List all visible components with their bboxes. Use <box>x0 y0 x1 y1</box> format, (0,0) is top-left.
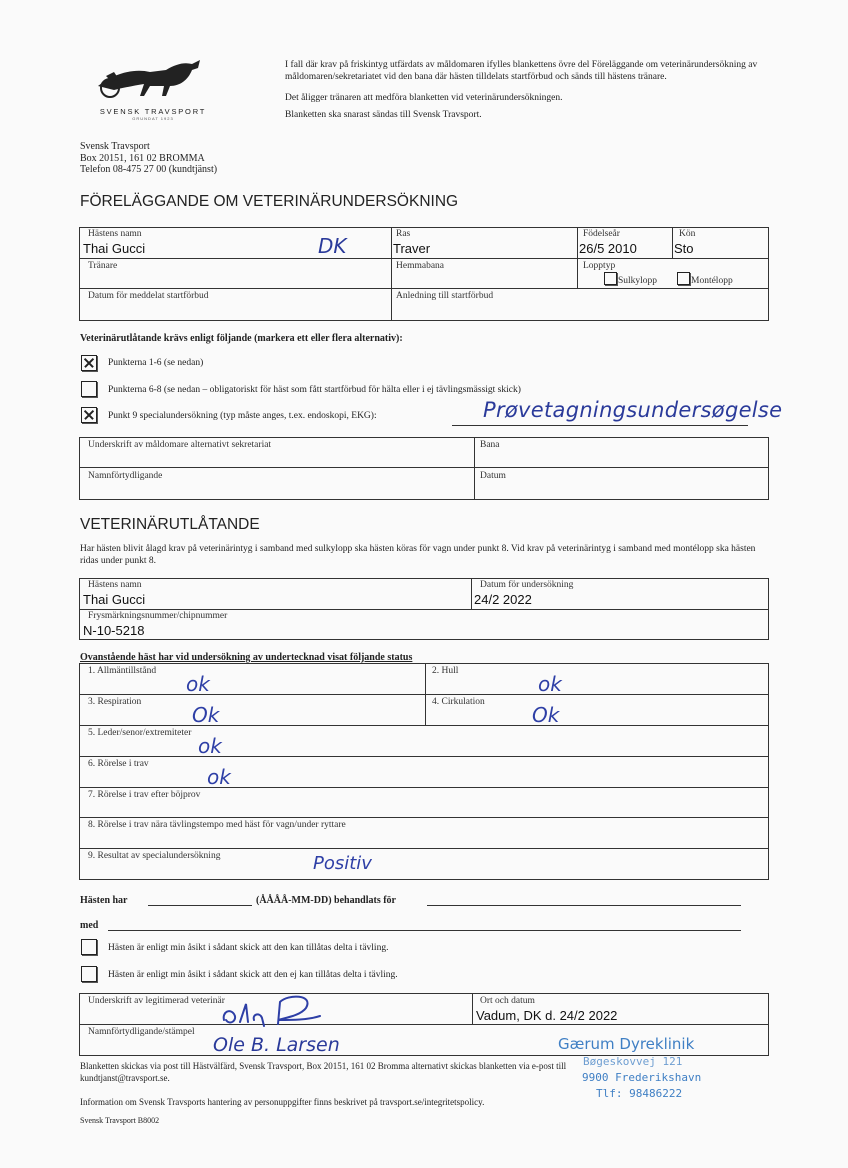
horse-had-label: Hästen har <box>80 895 128 906</box>
place-date-label: Ort och datum <box>480 996 535 1006</box>
address-line: Box 20151, 161 02 BROMMA <box>80 152 205 164</box>
address-line: Telefon 08-475 27 00 (kundtjänst) <box>80 164 218 175</box>
status-5-label: 5. Leder/senor/extremiteter <box>88 728 192 738</box>
home-track-label: Hemmabana <box>396 261 445 271</box>
form-id: Svensk Travsport B8002 <box>80 1116 160 1125</box>
status-7-label: 7. Rörelse i trav efter böjprov <box>88 790 201 800</box>
intro-text-3: Blanketten ska snarast sändas till Svensk Travsport. <box>285 110 482 120</box>
divider <box>79 787 769 788</box>
breed-value: Traver <box>393 241 431 256</box>
divider <box>672 227 673 258</box>
date-startban-label: Datum för meddelat startförbud <box>88 291 209 301</box>
unfit-checkbox[interactable] <box>81 966 97 982</box>
divider <box>577 227 578 288</box>
divider <box>79 756 769 757</box>
section2-intro: Har hästen blivit ålagd krav på veterinärintyg i samband med sulkylopp ska hästen köras för vagn under punkt 8. Vid krav på veterinärintyg i samband med montélopp ska hästen ridas under punkt 8. <box>80 544 756 566</box>
option1-checkbox[interactable] <box>81 355 97 371</box>
trainer-label: Tränare <box>88 261 118 271</box>
divider <box>79 817 769 818</box>
divider <box>79 609 769 610</box>
trotting-horse-icon <box>88 56 218 100</box>
divider <box>79 467 769 468</box>
vet-name-label: Namnförtydligande/stämpel <box>88 1027 195 1037</box>
breed-label: Ras <box>396 229 411 239</box>
judge-signature-label: Underskrift av måldomare alternativt sekretariat <box>88 440 272 450</box>
section2-title: VETERINÄRUTLÅTANDE <box>80 516 260 533</box>
footer-line2: Information om Svensk Travsports hantering av personuppgifter finns beskrivet på travsport.se/integritetspolicy. <box>80 1097 485 1107</box>
logo-subtext: GRUNDAT 1923 <box>132 116 174 121</box>
exam-date-value: 24/2 2022 <box>474 592 532 607</box>
reason-label: Anledning till startförbud <box>396 291 494 301</box>
logo <box>88 56 218 121</box>
fit-label: Hästen är enligt min åsikt i sådant skick att den kan tillåtas delta i tävling. <box>108 943 389 953</box>
option3-line <box>452 425 748 426</box>
place-date-value: Vadum, DK d. 24/2 2022 <box>476 1008 618 1023</box>
divider <box>472 993 473 1024</box>
status-1-value: ok <box>186 672 210 696</box>
judge-date-label: Datum <box>480 471 506 481</box>
vet-name-handwritten: Ole B. Larsen <box>213 1034 340 1056</box>
divider <box>79 694 769 695</box>
status-heading: Ovanstående häst har vid undersökning av undertecknad visat följande status <box>80 652 413 663</box>
status-2-label: 2. Hull <box>432 666 459 676</box>
option2-checkbox[interactable] <box>81 381 97 397</box>
status-8-label: 8. Rörelse i trav nära tävlingstempo med häst för vagn/under ryttare <box>88 820 346 830</box>
option2-label: Punkterna 6-8 (se nedan – obligatoriskt för häst som fått startförbud för hälta eller i ej tävlingsmässigt skick) <box>108 385 521 395</box>
status-6-value: ok <box>207 765 231 789</box>
with-label: med <box>80 920 99 931</box>
handwritten-dk: DK <box>318 234 347 258</box>
divider <box>474 437 475 500</box>
status-3-label: 3. Respiration <box>88 697 142 707</box>
monte-label: Montélopp <box>691 276 733 286</box>
status-3-value: Ok <box>192 703 220 727</box>
birth-label: Födelseår <box>583 229 620 239</box>
divider <box>79 288 769 289</box>
divider <box>79 1024 769 1025</box>
exam-horse-name-label: Hästens namn <box>88 580 142 590</box>
requirements-heading: Veterinärutlåtande krävs enligt följande (markera ett eller flera alternativ): <box>80 333 403 344</box>
exam-horse-name-value: Thai Gucci <box>83 592 146 607</box>
exam-date-label: Datum för undersökning <box>480 580 574 590</box>
chip-value: N-10-5218 <box>83 623 145 638</box>
divider <box>425 663 426 725</box>
status-6-label: 6. Rörelse i trav <box>88 759 149 769</box>
horse-name-value: Thai Gucci <box>83 241 146 256</box>
clinic-stamp-phone: Tlf: 98486222 <box>596 1087 683 1100</box>
status-9-label: 9. Resultat av specialundersökning <box>88 851 221 861</box>
option3-checkbox[interactable] <box>81 407 97 423</box>
treatment-for-line <box>427 905 741 906</box>
status-4-value: Ok <box>532 703 560 727</box>
vet-signature <box>218 990 328 1032</box>
sex-value: Sto <box>674 241 694 256</box>
intro-text-1: I fall där krav på friskintyg utfärdats av måldomaren ifylles blankettens övre del Föreläggande om veterinärundersökning av måldomaren/sekretariatet vid den bana där hästen tilldelats startförbud och sänds till hästens tränare. <box>285 60 758 82</box>
date-format-label: (ÅÅÅÅ-MM-DD) behandlats för <box>256 895 396 906</box>
intro-text-2: Det åligger tränaren att medföra blanketten vid veterinärundersökningen. <box>285 93 563 103</box>
track-label: Bana <box>480 440 500 450</box>
option3-label: Punkt 9 specialundersökning (typ måste anges, t.ex. endoskopi, EKG): <box>108 411 377 421</box>
treatment-date-line <box>148 905 252 906</box>
address-line: Svensk Travsport <box>80 141 150 152</box>
race-type-label: Lopptyp <box>583 261 616 271</box>
vet-signature-label: Underskrift av legitimerad veterinär <box>88 996 225 1006</box>
horse-name-label: Hästens namn <box>88 229 142 239</box>
judge-name-label: Namnförtydligande <box>88 471 163 481</box>
clinic-stamp-city: 9900 Frederikshavn <box>582 1071 702 1084</box>
divider <box>79 725 769 726</box>
sex-label: Kön <box>679 229 696 239</box>
clinic-stamp-street: Bøgeskovvej 121 <box>583 1055 683 1068</box>
treatment-with-line <box>108 930 741 931</box>
status-2-value: ok <box>538 672 562 696</box>
option3-handwritten: Prøvetagningsundersøgelse <box>483 398 783 422</box>
logo-text: SVENSK TRAVSPORT <box>99 107 207 116</box>
monte-checkbox[interactable] <box>677 272 690 285</box>
status-9-value: Positiv <box>313 853 372 874</box>
fit-checkbox[interactable] <box>81 939 97 955</box>
section1-title: FÖRELÄGGANDE OM VETERINÄRUNDERSÖKNING <box>80 193 459 210</box>
divider <box>79 258 769 259</box>
footer-line1: Blanketten skickas via post till Hästvälfärd, Svensk Travsport, Box 20151, 161 02 Bromma alternativt skickas blanketten via e-post till kundtjanst@travsport.se. <box>80 1061 567 1083</box>
status-5-value: ok <box>198 734 222 758</box>
chip-label: Frysmärkningsnummer/chipnummer <box>88 611 228 621</box>
unfit-label: Hästen är enligt min åsikt i sådant skick att den ej kan tillåtas delta i tävling. <box>108 970 398 980</box>
sulky-checkbox[interactable] <box>604 272 617 285</box>
divider <box>471 578 472 609</box>
status-1-label: 1. Allmäntillstånd <box>88 666 157 676</box>
divider <box>79 848 769 849</box>
sulky-label: Sulkylopp <box>618 276 658 286</box>
address-block <box>80 141 217 176</box>
birth-value: 26/5 2010 <box>579 241 637 256</box>
divider <box>391 227 392 321</box>
clinic-stamp-name: Gærum Dyreklinik <box>558 1035 695 1053</box>
option1-label: Punkterna 1-6 (se nedan) <box>108 358 204 368</box>
status-4-label: 4. Cirkulation <box>432 697 485 707</box>
